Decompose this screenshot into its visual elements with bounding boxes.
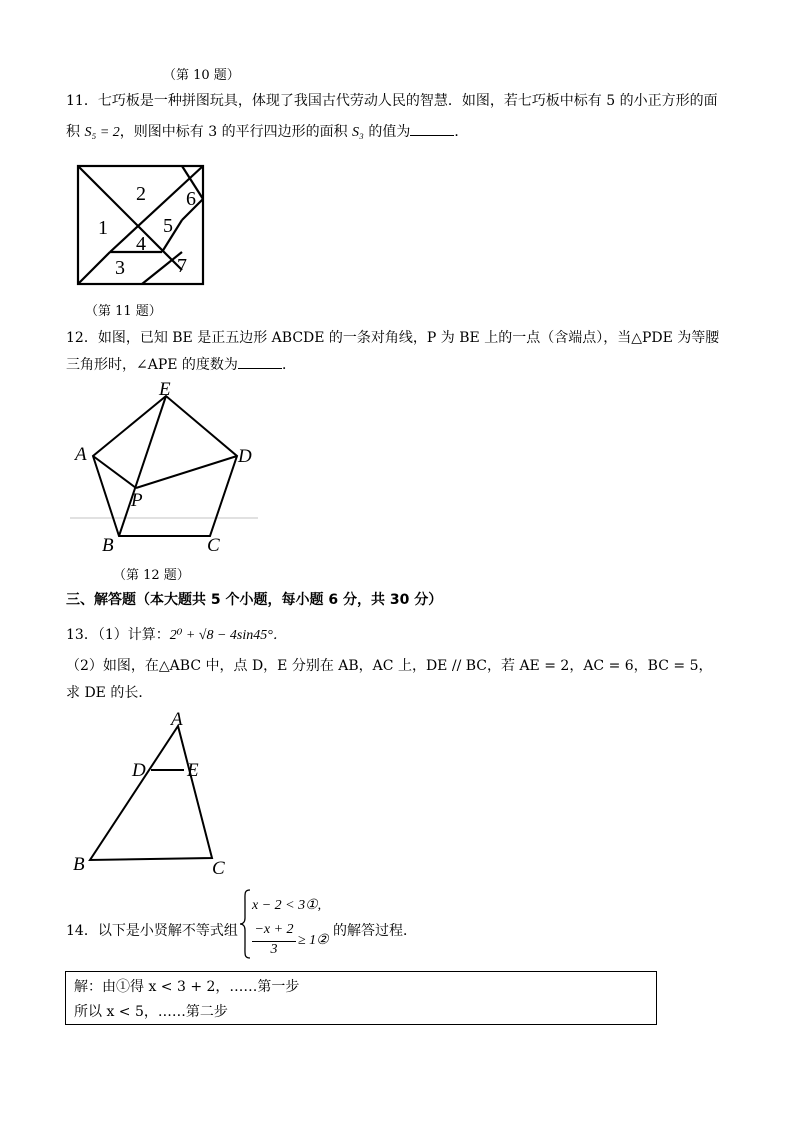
inequality-2-denominator: 3 — [270, 942, 278, 957]
tangram-figure — [72, 160, 212, 290]
question-11-line-1: 11．七巧板是一种拼图玩具，体现了我国古代劳动人民的智慧．如图，若七巧板中标有 5 的小正方形的面 — [66, 93, 718, 109]
solution-step-1: 解：由①得 x < 3 + 2，……第一步 — [74, 979, 300, 995]
segment-ap — [93, 456, 136, 488]
point-label-a: A — [75, 444, 87, 465]
question-12-line-1: 12．如图，已知 BE 是正五边形 ABCDE 的一条对角线，P 为 BE 上的一点（含端点），当△PDE 为等腰 — [66, 330, 720, 346]
point-label-e: E — [159, 379, 171, 400]
point-label-p: P — [131, 490, 143, 511]
q12-end: ． — [281, 357, 296, 373]
question-13-part-1 — [66, 624, 287, 644]
answer-blank-q12[interactable] — [238, 356, 282, 369]
q12-text: 三角形时，∠APE 的度数为 — [66, 357, 238, 373]
tangram-label-6: 6 — [186, 188, 196, 210]
answer-blank-q11[interactable] — [410, 123, 454, 136]
point-label-b-tri: B — [73, 854, 85, 875]
question-13-part-2-line-2: 求 DE 的长． — [66, 685, 153, 701]
inequality-2-rhs: ≥ 1② — [298, 933, 329, 948]
tangram-line-bottom — [142, 252, 182, 284]
figure-caption-q12: （第 12 题） — [113, 568, 190, 583]
figure-caption-q10: （第 10 题） — [163, 68, 240, 83]
q11-text-pre: 积 — [66, 124, 85, 140]
tangram-label-7: 7 — [177, 255, 187, 277]
pentagon-figure — [70, 378, 270, 558]
point-label-a-tri: A — [171, 709, 183, 730]
tangram-label-3: 3 — [115, 257, 125, 279]
question-12-line-2 — [66, 354, 296, 374]
point-label-d-tri: D — [132, 760, 146, 781]
q11-s5-expr: S₅ = 2 — [84, 125, 120, 140]
q11-text-post: 的值为 — [363, 124, 411, 140]
diagonal-be — [119, 396, 166, 536]
question-14-suffix: 的解答过程． — [333, 923, 417, 939]
question-11-line-2 — [66, 121, 468, 141]
system-brace — [238, 888, 252, 960]
figure-caption-q11: （第 11 题） — [85, 304, 162, 319]
point-label-c: C — [207, 535, 220, 556]
tangram-label-5: 5 — [163, 215, 173, 237]
q11-text-mid: ，则图中标有 3 的平行四边形的面积 — [119, 124, 353, 140]
tangram-line-lower-left — [78, 252, 110, 284]
question-14-prefix: 14．以下是小贤解不等式组 — [66, 923, 238, 939]
tangram-label-2: 2 — [136, 183, 146, 205]
triangle-abc — [90, 726, 212, 860]
point-label-b: B — [102, 535, 114, 556]
solution-step-2: 所以 x < 5，……第二步 — [74, 1004, 228, 1020]
triangle-abc-figure — [70, 708, 240, 880]
q13-part1-label: 13．（1）计算： — [66, 627, 170, 643]
inequality-1: x − 2 < 3①, — [252, 898, 322, 913]
tangram-label-1: 1 — [98, 217, 108, 239]
point-label-d: D — [238, 446, 252, 467]
pentagon-outline — [93, 396, 237, 536]
question-13-part-2-line-1: （2）如图，在△ABC 中，点 D，E 分别在 AB，AC 上，DE // BC，若 AE = 2，AC = 6，BC = 5， — [66, 658, 713, 674]
segment-pd — [136, 456, 237, 488]
q11-end: ． — [454, 124, 469, 140]
q13-part1-expression: 2⁰ + √8 − 4sin45°． — [169, 628, 287, 643]
inequality-2-numerator: −x + 2 — [254, 922, 294, 937]
point-label-c-tri: C — [212, 858, 225, 879]
tangram-label-4: 4 — [136, 233, 146, 255]
solution-box — [65, 971, 657, 1025]
q11-s3-symbol: S₃ — [352, 125, 364, 140]
section-3-heading: 三、解答题（本大题共 5 个小题，每小题 6 分，共 30 分） — [66, 592, 443, 608]
point-label-e-tri: E — [187, 760, 199, 781]
